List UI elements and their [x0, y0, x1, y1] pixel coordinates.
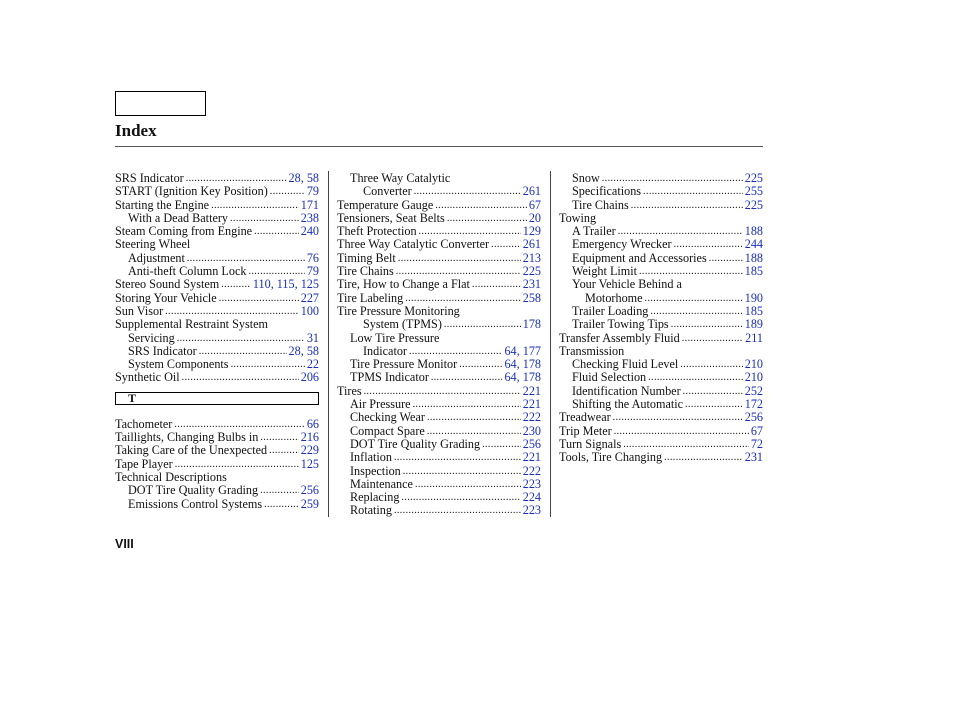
- page-reference-link[interactable]: 110, 115, 125: [252, 277, 319, 292]
- page-reference-link[interactable]: 125: [300, 456, 319, 471]
- leader-dots: [219, 292, 299, 305]
- page-reference-link[interactable]: 256: [300, 483, 319, 498]
- index-column-2: [337, 172, 541, 518]
- page-reference-link[interactable]: 79: [306, 184, 319, 199]
- leader-dots: [435, 199, 527, 212]
- page-reference-link[interactable]: 229: [300, 443, 319, 458]
- page-reference-link[interactable]: 64, 177: [504, 343, 541, 358]
- index-entry: [337, 411, 541, 424]
- leader-dots: [182, 371, 299, 384]
- page-reference-link[interactable]: 244: [744, 237, 763, 252]
- leader-dots: [221, 278, 251, 291]
- index-entry-label: Taking Care of the Unexpected: [115, 443, 268, 458]
- index-entry: [559, 292, 763, 305]
- index-tab-box: [115, 91, 206, 116]
- page-reference-link[interactable]: 258: [522, 290, 541, 305]
- leader-dots: [444, 318, 521, 331]
- leader-dots: [254, 225, 299, 238]
- leader-dots: [427, 425, 521, 438]
- index-entry: [559, 278, 763, 291]
- index-entry-label: DOT Tire Quality Grading: [350, 436, 481, 451]
- index-entry: [337, 185, 541, 198]
- index-entry-label: Tire Pressure Monitor: [350, 357, 458, 372]
- index-entry: [337, 491, 541, 504]
- index-entry: [115, 498, 319, 511]
- index-entry: [337, 318, 541, 331]
- index-entry: [337, 465, 541, 478]
- page-reference-link[interactable]: 252: [744, 383, 763, 398]
- index-entry-label: Emissions Control Systems: [128, 496, 263, 511]
- index-entry: [115, 172, 319, 185]
- leader-dots: [199, 345, 287, 358]
- index-entry: [337, 172, 541, 185]
- page-reference-link[interactable]: 189: [744, 317, 763, 332]
- leader-dots: [269, 444, 299, 457]
- index-entry: [337, 238, 541, 251]
- index-entry: [115, 265, 319, 278]
- leader-dots: [398, 252, 521, 265]
- index-entry-label: Taillights, Changing Bulbs in: [115, 430, 259, 445]
- page-reference-link[interactable]: 261: [522, 237, 541, 252]
- page-reference-link[interactable]: 20: [528, 210, 541, 225]
- leader-dots: [459, 358, 502, 371]
- index-entry: [115, 199, 319, 212]
- title-divider: [115, 146, 763, 147]
- index-entry: [337, 451, 541, 464]
- leader-dots: [472, 278, 521, 291]
- index-entry-label: Trailer Towing Tips: [572, 317, 669, 332]
- section-letter-t: T: [115, 392, 319, 405]
- page-reference-link[interactable]: 178: [522, 317, 541, 332]
- index-entry-label: Steering Wheel: [115, 237, 191, 252]
- index-entry: [559, 411, 763, 424]
- index-entry-label: Identification Number: [572, 383, 681, 398]
- leader-dots: [270, 185, 305, 198]
- leader-dots: [175, 458, 299, 471]
- index-entry: [337, 358, 541, 371]
- page-title: Index: [115, 121, 157, 140]
- index-entry-label: With a Dead Battery: [128, 210, 229, 225]
- page-reference-link[interactable]: 67: [528, 197, 541, 212]
- leader-dots: [671, 318, 743, 331]
- index-entry: [559, 385, 763, 398]
- page-reference-link[interactable]: 221: [522, 383, 541, 398]
- leader-dots: [618, 225, 743, 238]
- index-entry-label: Inflation: [350, 450, 392, 465]
- index-entry-label: Converter: [363, 184, 412, 199]
- index-entry-label: TPMS Indicator: [350, 370, 429, 385]
- index-entry: [337, 265, 541, 278]
- leader-dots: [177, 332, 305, 345]
- page-reference-link[interactable]: 238: [300, 210, 319, 225]
- leader-dots: [685, 398, 743, 411]
- leader-dots: [165, 305, 299, 318]
- leader-dots: [623, 438, 749, 451]
- index-entry-label: Synthetic Oil: [115, 370, 180, 385]
- index-entry: [559, 345, 763, 358]
- index-entry-label: Starting the Engine: [115, 197, 210, 212]
- leader-dots: [413, 398, 521, 411]
- index-entry-label: Weight Limit: [572, 264, 638, 279]
- index-entry-label: Three Way Catalytic Converter: [337, 237, 490, 252]
- index-entry-label: Tire Pressure Monitoring: [337, 303, 460, 318]
- leader-dots: [264, 498, 299, 511]
- index-entry: [559, 265, 763, 278]
- leader-dots: [419, 225, 521, 238]
- leader-dots: [482, 438, 521, 451]
- index-entry-label: Tools, Tire Changing: [559, 450, 663, 465]
- index-entry-label: Tire Chains: [337, 264, 394, 279]
- leader-dots: [613, 411, 743, 424]
- index-entry-label: Transfer Assembly Fluid: [559, 330, 680, 345]
- index-column-1: [115, 172, 319, 511]
- leader-dots: [260, 484, 299, 497]
- index-entry-label: Low Tire Pressure: [350, 330, 440, 345]
- index-entry-label: Compact Spare: [350, 423, 425, 438]
- leader-dots: [650, 305, 742, 318]
- leader-dots: [427, 411, 521, 424]
- page-reference-link[interactable]: 28, 58: [288, 171, 319, 185]
- page-reference-link[interactable]: 185: [744, 303, 763, 318]
- page-reference-link[interactable]: 171: [300, 197, 319, 212]
- index-entry: [337, 371, 541, 384]
- leader-dots: [491, 238, 521, 251]
- page-reference-link[interactable]: 210: [744, 370, 763, 385]
- leader-dots: [405, 292, 520, 305]
- leader-dots: [680, 358, 742, 371]
- page-reference-link[interactable]: 79: [306, 264, 319, 279]
- index-entry: [559, 172, 763, 185]
- index-entry: [559, 332, 763, 345]
- page-reference-link[interactable]: 188: [744, 250, 763, 265]
- page-reference-link[interactable]: 256: [744, 410, 763, 425]
- page-reference-link[interactable]: 72: [750, 436, 763, 451]
- leader-dots: [602, 172, 743, 185]
- page-reference-link[interactable]: 225: [744, 171, 763, 185]
- page-reference-link[interactable]: 67: [750, 423, 763, 438]
- leader-dots: [231, 358, 305, 371]
- index-entry-label: Transmission: [559, 343, 625, 358]
- leader-dots: [414, 185, 521, 198]
- index-entry-label: Storing Your Vehicle: [115, 290, 217, 305]
- index-entry-label: Trailer Loading: [572, 303, 649, 318]
- leader-dots: [631, 199, 743, 212]
- index-entry: [115, 345, 319, 358]
- page-reference-link[interactable]: 211: [745, 330, 763, 345]
- page-reference-link[interactable]: 223: [522, 503, 541, 518]
- index-entry: [115, 458, 319, 471]
- index-entry-label: SRS Indicator: [128, 343, 197, 358]
- page-reference-link[interactable]: 100: [300, 303, 319, 318]
- index-entry-label: Rotating: [350, 503, 392, 518]
- page-reference-link[interactable]: 185: [744, 264, 763, 279]
- page-reference-link[interactable]: 64, 178: [504, 357, 541, 372]
- index-entry-label: Equipment and Accessories: [572, 250, 707, 265]
- index-entry: [559, 185, 763, 198]
- index-entry: [559, 358, 763, 371]
- leader-dots: [394, 504, 521, 517]
- index-entry-label: Checking Fluid Level: [572, 357, 679, 372]
- index-entry-label: Tire, How to Change a Flat: [337, 277, 470, 292]
- index-entry-label: Air Pressure: [350, 397, 411, 412]
- index-entry: [115, 278, 319, 291]
- index-entry-label: START (Ignition Key Position): [115, 184, 268, 199]
- index-entry: [115, 185, 319, 198]
- index-entry-label: System (TPMS): [363, 317, 442, 332]
- page-reference-link[interactable]: 66: [306, 416, 319, 431]
- page-reference-link[interactable]: 76: [306, 250, 319, 265]
- index-entry-label: Indicator: [363, 343, 407, 358]
- index-entry-label: Treadwear: [559, 410, 611, 425]
- page-reference-link[interactable]: 259: [300, 496, 319, 511]
- index-entry: [115, 212, 319, 225]
- index-entry: [559, 212, 763, 225]
- index-entry: [559, 451, 763, 464]
- index-entry-label: A Trailer: [572, 224, 616, 239]
- leader-dots: [394, 451, 521, 464]
- page-reference-link[interactable]: 210: [744, 357, 763, 372]
- leader-dots: [409, 345, 502, 358]
- leader-dots: [645, 292, 743, 305]
- index-entry: [337, 199, 541, 212]
- page-reference-link[interactable]: 31: [306, 330, 319, 345]
- index-entry-label: Servicing: [128, 330, 175, 345]
- index-entry: [115, 484, 319, 497]
- index-entry: [337, 225, 541, 238]
- index-entry-label: Towing: [559, 210, 597, 225]
- index-entry: [115, 371, 319, 384]
- index-entry: [115, 418, 319, 431]
- index-entry-label: DOT Tire Quality Grading: [128, 483, 259, 498]
- index-entry: [115, 252, 319, 265]
- index-entry-label: Snow: [572, 171, 600, 185]
- index-entry-label: Inspection: [350, 463, 401, 478]
- index-entry: [337, 385, 541, 398]
- page-reference-link[interactable]: 221: [522, 397, 541, 412]
- index-entry-label: Replacing: [350, 490, 400, 505]
- index-entry-label: Your Vehicle Behind a: [572, 277, 682, 292]
- page-reference-link[interactable]: 129: [522, 224, 541, 239]
- index-entry: [337, 212, 541, 225]
- index-entry-label: Checking Wear: [350, 410, 425, 425]
- page-reference-link[interactable]: 206: [300, 370, 319, 385]
- leader-dots: [174, 418, 304, 431]
- leader-dots: [403, 465, 521, 478]
- page-reference-link[interactable]: 240: [300, 224, 319, 239]
- page-reference-link[interactable]: 261: [522, 184, 541, 199]
- page-reference-link[interactable]: 221: [522, 450, 541, 465]
- page-number: VIII: [115, 537, 134, 551]
- index-entry: [337, 425, 541, 438]
- index-entry: [115, 238, 319, 251]
- page-reference-link[interactable]: 231: [522, 277, 541, 292]
- index-entry-label: Tape Player: [115, 456, 173, 471]
- index-entry-label: Stereo Sound System: [115, 277, 220, 292]
- index-entry-label: SRS Indicator: [115, 171, 184, 185]
- page-reference-link[interactable]: 172: [744, 397, 763, 412]
- index-entry: [115, 318, 319, 331]
- page-reference-link[interactable]: 231: [744, 450, 763, 465]
- index-entry-label: Shifting the Automatic: [572, 397, 684, 412]
- index-entry-label: Theft Protection: [337, 224, 417, 239]
- index-entry: [337, 478, 541, 491]
- leader-dots: [639, 265, 743, 278]
- index-entry: [337, 252, 541, 265]
- leader-dots: [230, 212, 299, 225]
- index-entry: [337, 504, 541, 517]
- index-entry-label: Three Way Catalytic: [350, 171, 451, 185]
- index-entry: [559, 252, 763, 265]
- leader-dots: [674, 238, 743, 251]
- leader-dots: [396, 265, 521, 278]
- index-entry-label: Emergency Wrecker: [572, 237, 672, 252]
- page-reference-link[interactable]: 222: [522, 463, 541, 478]
- index-entry: [115, 305, 319, 318]
- leader-dots: [415, 478, 521, 491]
- leader-dots: [401, 491, 520, 504]
- index-entry: [337, 345, 541, 358]
- index-entry: [559, 398, 763, 411]
- index-entry: [559, 238, 763, 251]
- leader-dots: [614, 425, 749, 438]
- page-reference-link[interactable]: 22: [306, 357, 319, 372]
- index-entry: [115, 431, 319, 444]
- index-entry-label: Sun Visor: [115, 303, 164, 318]
- index-entry-label: Trip Meter: [559, 423, 612, 438]
- index-entry: [337, 438, 541, 451]
- index-entry: [115, 332, 319, 345]
- index-entry: [559, 425, 763, 438]
- page-reference-link[interactable]: 190: [744, 290, 763, 305]
- index-entry-label: Tire Chains: [572, 197, 629, 212]
- index-entry-label: Anti-theft Column Lock: [128, 264, 247, 279]
- page-reference-link[interactable]: 216: [300, 430, 319, 445]
- index-entry-label: Steam Coming from Engine: [115, 224, 253, 239]
- leader-dots: [709, 252, 743, 265]
- page-reference-link[interactable]: 213: [522, 250, 541, 265]
- index-entry-label: Tachometer: [115, 416, 173, 431]
- index-entry: [559, 305, 763, 318]
- index-entry-label: Tensioners, Seat Belts: [337, 210, 445, 225]
- page-reference-link[interactable]: 255: [744, 184, 763, 199]
- leader-dots: [682, 332, 743, 345]
- index-entry-label: System Components: [128, 357, 229, 372]
- leader-dots: [364, 385, 521, 398]
- leader-dots: [187, 252, 305, 265]
- index-entry: [337, 292, 541, 305]
- leader-dots: [648, 371, 743, 384]
- leader-dots: [211, 199, 299, 212]
- leader-dots: [260, 431, 298, 444]
- column-divider: [550, 171, 551, 517]
- index-entry-label: Turn Signals: [559, 436, 622, 451]
- page-reference-link[interactable]: 222: [522, 410, 541, 425]
- leader-dots: [643, 185, 743, 198]
- leader-dots: [186, 172, 287, 185]
- index-entry-label: Tire Labeling: [337, 290, 404, 305]
- index-entry: [115, 444, 319, 457]
- index-column-3: [559, 172, 763, 465]
- page-reference-link[interactable]: 227: [300, 290, 319, 305]
- page-reference-link[interactable]: 28, 58: [288, 343, 319, 358]
- index-entry-label: Specifications: [572, 184, 642, 199]
- leader-dots: [431, 371, 503, 384]
- index-entry-label: Supplemental Restraint System: [115, 317, 269, 332]
- page-reference-link[interactable]: 64, 178: [504, 370, 541, 385]
- page-reference-link[interactable]: 230: [522, 423, 541, 438]
- index-entry: [559, 199, 763, 212]
- page-reference-link[interactable]: 225: [522, 264, 541, 279]
- index-entry: [115, 358, 319, 371]
- index-entry: [337, 305, 541, 318]
- leader-dots: [664, 451, 743, 464]
- leader-dots: [248, 265, 304, 278]
- index-entry-label: Adjustment: [128, 250, 185, 265]
- index-entry-label: Motorhome: [585, 290, 643, 305]
- leader-dots: [683, 385, 743, 398]
- index-entry: [115, 471, 319, 484]
- index-entry: [559, 438, 763, 451]
- index-entry: [559, 225, 763, 238]
- index-entry-label: Tires: [337, 383, 362, 398]
- index-entry: [115, 225, 319, 238]
- page-reference-link[interactable]: 256: [522, 436, 541, 451]
- index-entry-label: Timing Belt: [337, 250, 396, 265]
- index-entry: [337, 398, 541, 411]
- index-entry-label: Temperature Gauge: [337, 197, 434, 212]
- index-entry: [337, 278, 541, 291]
- page-reference-link[interactable]: 188: [744, 224, 763, 239]
- index-entry: [337, 332, 541, 345]
- page-reference-link[interactable]: 224: [522, 490, 541, 505]
- column-divider: [328, 171, 329, 517]
- page-reference-link[interactable]: 225: [744, 197, 763, 212]
- index-entry-label: Fluid Selection: [572, 370, 647, 385]
- index-entry: [559, 318, 763, 331]
- page-reference-link[interactable]: 223: [522, 476, 541, 491]
- index-entry: [559, 371, 763, 384]
- index-entry-label: Technical Descriptions: [115, 469, 227, 484]
- leader-dots: [447, 212, 527, 225]
- index-entry: [115, 292, 319, 305]
- index-entry-label: Maintenance: [350, 476, 413, 491]
